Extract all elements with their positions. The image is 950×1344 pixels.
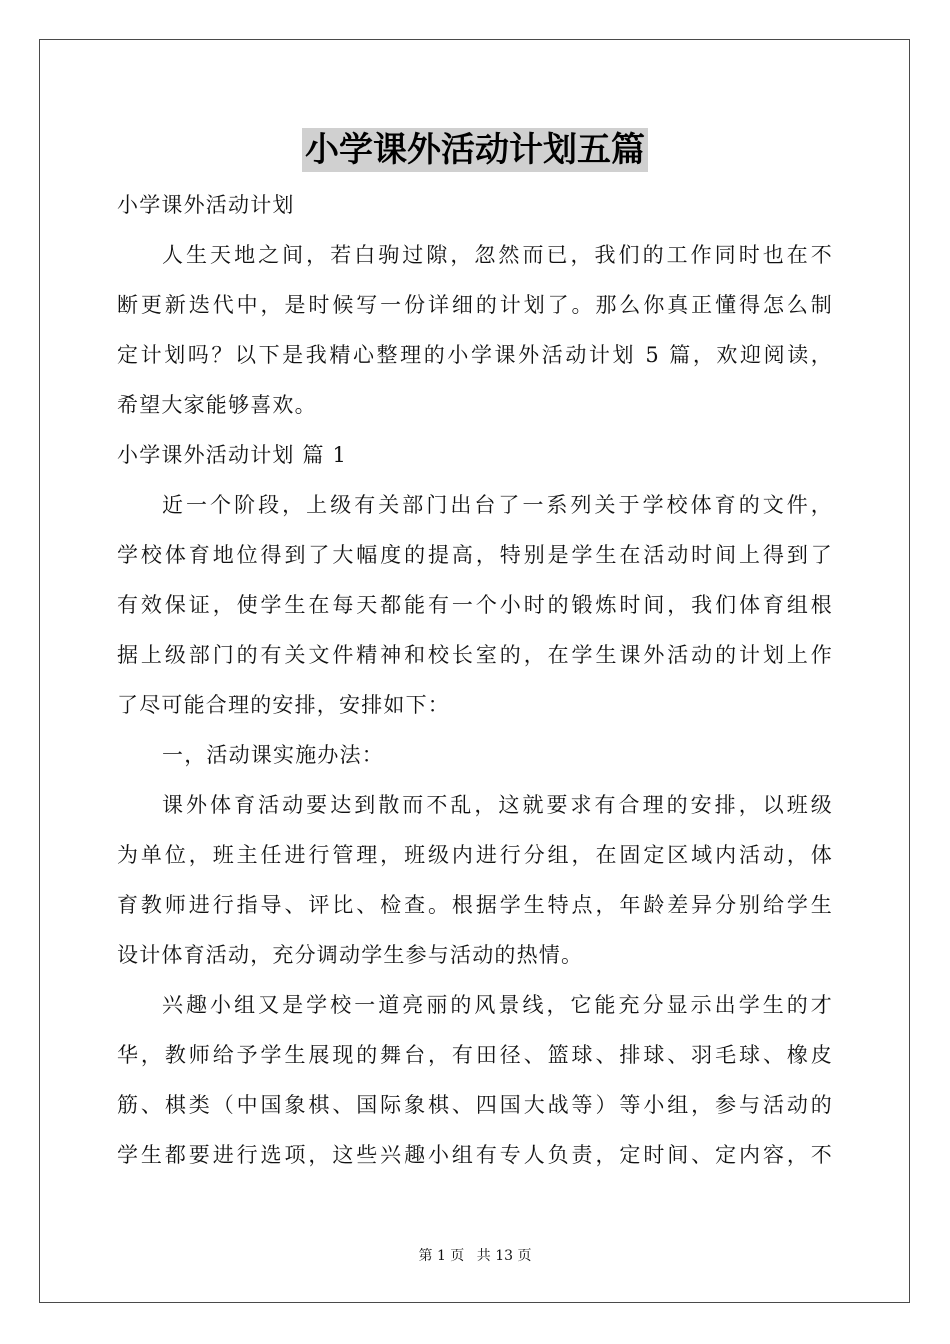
paragraph-line: 断更新迭代中，是时候写一份详细的计划了。那么你真正懂得怎么制 [117, 293, 833, 317]
title-container [0, 128, 950, 172]
paragraph-line: 人生天地之间，若白驹过隙，忽然而已，我们的工作同时也在不 [162, 243, 833, 267]
paragraph-line: 据上级部门的有关文件精神和校长室的，在学生课外活动的计划上作 [117, 643, 833, 667]
page-number: 第 1 页 [418, 1248, 465, 1264]
document-title: 小学课外活动计划五篇 [302, 128, 648, 172]
paragraph-line: 课外体育活动要达到散而不乱，这就要求有合理的安排，以班级 [162, 793, 833, 817]
paragraph-line: 设计体育活动，充分调动学生参与活动的热情。 [117, 943, 584, 967]
paragraph-line: 近一个阶段，上级有关部门出台了一系列关于学校体育的文件， [162, 493, 833, 517]
document-body [117, 180, 833, 1180]
paragraph-line: 学生都要进行选项，这些兴趣小组有专人负责，定时间、定内容，不 [117, 1143, 833, 1167]
paragraph-line: 有效保证，使学生在每天都能有一个小时的锻炼时间，我们体育组根 [117, 593, 833, 617]
page-footer [0, 1246, 950, 1266]
paragraph-line: 希望大家能够喜欢。 [117, 393, 317, 417]
paragraph-line: 育教师进行指导、评比、检查。根据学生特点，年龄差异分别给学生 [117, 893, 833, 917]
subsection-heading: 一，活动课实施办法： [162, 743, 384, 767]
paragraph-line: 兴趣小组又是学校一道亮丽的风景线，它能充分显示出学生的才 [162, 993, 833, 1017]
paragraph-line: 筋、棋类（中国象棋、国际象棋、四国大战等）等小组，参与活动的 [117, 1093, 833, 1117]
paragraph-line: 学校体育地位得到了大幅度的提高，特别是学生在活动时间上得到了 [117, 543, 833, 567]
paragraph-line: 了尽可能合理的安排，安排如下： [117, 693, 450, 717]
section-heading: 小学课外活动计划 篇 1 [117, 443, 348, 467]
page-total: 共 13 页 [476, 1248, 532, 1264]
paragraph-line: 为单位，班主任进行管理，班级内进行分组，在固定区域内活动，体 [117, 843, 833, 867]
paragraph-line: 华，教师给予学生展现的舞台，有田径、篮球、排球、羽毛球、橡皮 [117, 1043, 833, 1067]
paragraph-line: 定计划吗？以下是我精心整理的小学课外活动计划 5 篇，欢迎阅读， [117, 343, 833, 367]
section-heading: 小学课外活动计划 [117, 193, 295, 217]
